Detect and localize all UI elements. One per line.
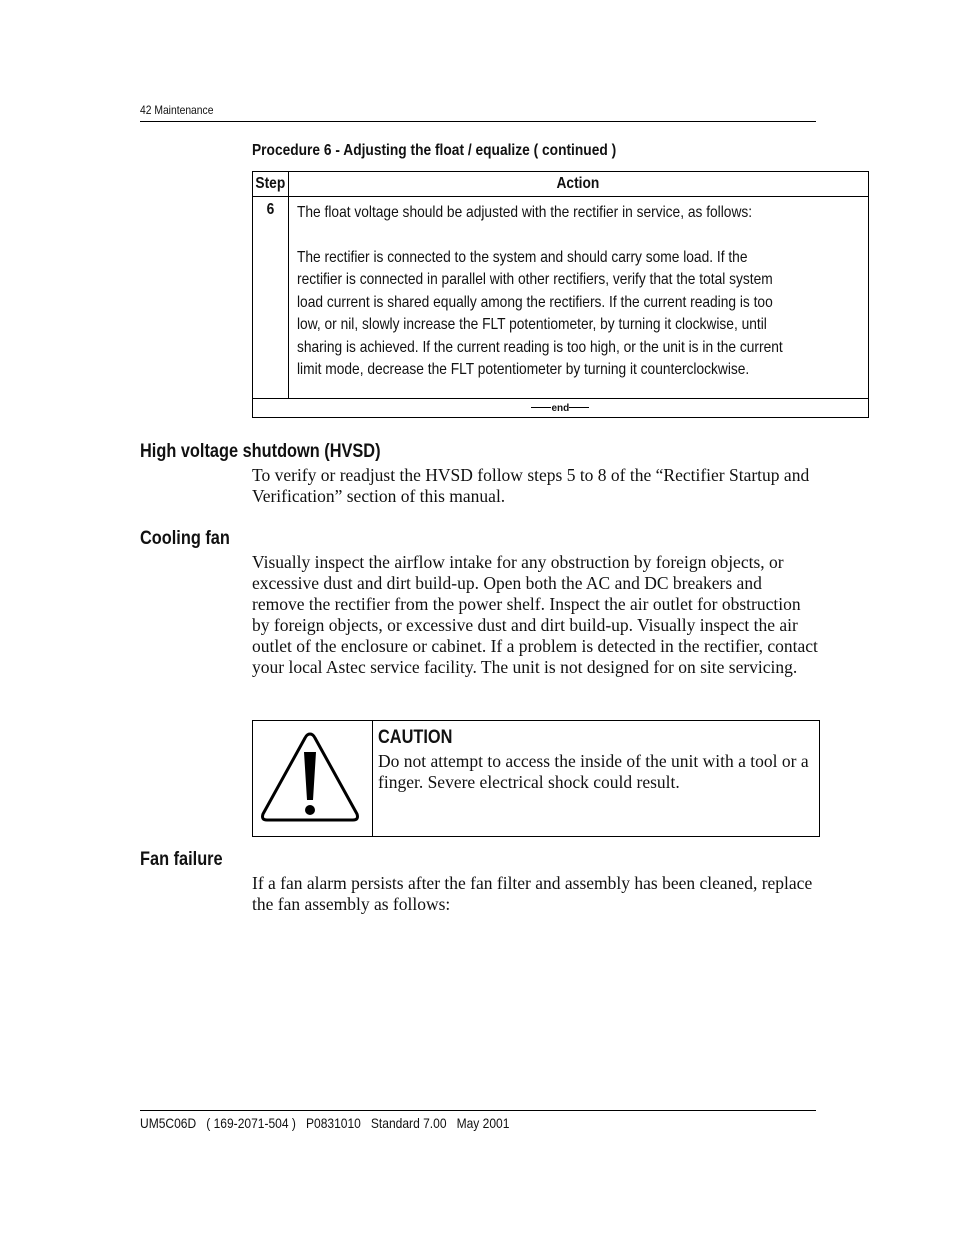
table-header-row [253, 172, 869, 197]
hvsd-heading: High voltage shutdown (HVSD) [140, 441, 381, 462]
cooling-fan-heading: Cooling fan [140, 528, 230, 549]
end-marker: end [253, 399, 869, 418]
caution-text: Do not attempt to access the inside of the unit with a tool or a finger. Severe electrical shock could result. [378, 751, 809, 792]
caution-icon-cell [253, 721, 373, 836]
column-header-step: Step [253, 172, 289, 197]
hvsd-text: To verify or readjust the HVSD follow steps 5 to 8 of the “Rectifier Startup and Verification” section of this manual. [252, 465, 810, 506]
action-paragraph: The rectifier is connected to the system and should carry some load. If the rectifier is connected in parallel with other rectifiers, verify that the total system load current is shared equally among the rectifiers. If the current reading is too low, or nil, slowly increase the FLT potentiometer, by turning it clockwise, until sharing is achieved. If the current reading is too high, or the unit is in the current limit mode, decrease the FLT potentiometer by turning it counterclockwise. [296, 248, 783, 378]
table-row [253, 197, 869, 399]
step-number: 6 [253, 197, 289, 399]
footer-text: UM5C06D ( 169-2071-504 ) P0831010 Standard 7.00 May 2001 [140, 1115, 510, 1131]
fan-failure-heading: Fan failure [140, 849, 223, 870]
action-paragraph: The float voltage should be adjusted with the rectifier in service, as follows: [296, 204, 752, 221]
procedure-title: Procedure 6 - Adjusting the float / equalize ( continued ) [252, 142, 617, 159]
running-footer [140, 1110, 816, 1131]
header-text: 42 Maintenance [140, 103, 214, 117]
running-header [140, 103, 816, 122]
procedure-table [252, 171, 869, 418]
caution-box [252, 720, 820, 837]
fan-failure-text: If a fan alarm persists after the fan filter and assembly has been cleaned, replace the fan assembly as follows: [252, 873, 813, 914]
column-header-action: Action [288, 172, 868, 197]
action-cell [288, 197, 868, 399]
cooling-fan-text: Visually inspect the airflow intake for any obstruction by foreign objects, or excessive dust and dirt build-up. Open both the AC and DC breakers and remove the rectifier from the power shelf. Inspect the air outlet for obstruction by foreign objects, or excessive dust and dirt build-up. Visually inspect the air outlet of the enclosure or cabinet. If a problem is detected in the rectifier, contact your local Astec service facility. The unit is not designed for on site servicing. [252, 552, 818, 677]
caution-title: CAUTION [378, 727, 453, 748]
table-end-row [253, 399, 869, 418]
warning-triangle-icon [258, 730, 362, 824]
